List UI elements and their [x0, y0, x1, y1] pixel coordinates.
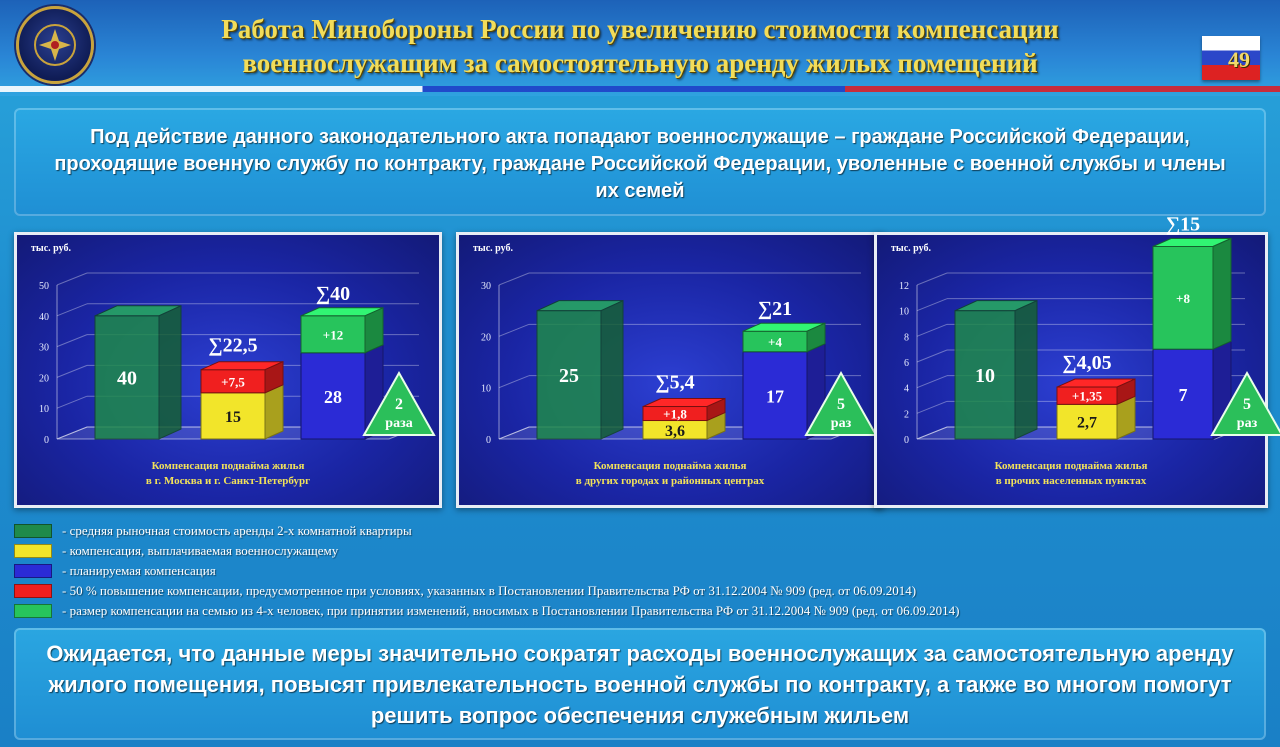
caption-line-1: Компенсация поднайма жилья — [994, 460, 1148, 472]
bar-planned-total-label: ∑40 — [315, 282, 351, 305]
legend — [14, 522, 1254, 622]
chart-panel-other-cities — [456, 232, 884, 508]
legend-text: - 50 % повышение компенсации, предусмотренное при условиях, указанных в Постановлении Правительства РФ от 31.12.2004 № 909 (ред. от 06.09.2014) — [62, 583, 917, 598]
caption-line-2: в прочих населенных пунктах — [995, 475, 1147, 487]
gridline-diag — [499, 273, 529, 285]
y-tick-label: 10 — [899, 306, 909, 318]
bar-compensation-label: 15 — [225, 408, 241, 426]
bar-family-label: +12 — [322, 327, 344, 343]
bar-increase-label: +7,5 — [221, 374, 245, 390]
gridline-diag — [917, 299, 947, 311]
legend-item — [14, 562, 1254, 580]
bar-compensation-side — [265, 385, 283, 439]
bar-compensation-label: 3,6 — [665, 422, 685, 440]
ratio-unit-label: раза — [385, 416, 413, 431]
y-tick-label: 20 — [39, 373, 49, 385]
conclusion-box — [14, 628, 1266, 740]
title-line-1: Работа Минобороны России по увеличению стоимости компенсации — [221, 14, 1059, 44]
y-tick-label: 40 — [39, 311, 49, 323]
caption-line-1: Компенсация поднайма жилья — [593, 460, 747, 472]
caption-line-2: в г. Москва и г. Санкт-Петербург — [145, 475, 311, 487]
legend-text: - компенсация, выплачиваемая военнослужащему — [62, 543, 339, 558]
bar-market-label: 25 — [559, 364, 579, 387]
bar-planned-label: 17 — [766, 386, 784, 407]
bar-planned-total-label: ∑21 — [757, 298, 793, 321]
bar-compensation-total-label: ∑5,4 — [655, 371, 695, 394]
gridline-diag — [57, 304, 87, 316]
legend-item — [14, 542, 1254, 560]
bar-family-label: +4 — [768, 334, 782, 350]
y-tick-label: 0 — [486, 435, 491, 446]
legend-swatch — [14, 604, 52, 618]
bar-planned-total-label: ∑15 — [1165, 213, 1201, 236]
bar-market-rent-side — [159, 306, 181, 439]
intro-text: Под действие данного законодательного акта попадают военнослужащие – граждане Российской Федерации, проходящие военную службу по контракту, граждане Российской Федерации, уволенные с военной службы и члены их семей — [54, 126, 1226, 202]
ratio-number-label: 5 — [837, 396, 845, 413]
caption-line-2: в других городах и районных центрах — [575, 475, 765, 487]
ratio-number-label: 2 — [395, 396, 403, 413]
legend-text: - размер компенсации на семью из 4-х человек, при принятии изменений, вносимых в Постановлении Правительства РФ от 31.12.2004 № 909 (ред. от 06.09.2014) — [62, 603, 960, 618]
chart-caption — [459, 459, 881, 489]
bar-market-rent — [95, 306, 181, 439]
bar-compensation-label: 2,7 — [1077, 414, 1097, 432]
legend-swatch — [14, 584, 52, 598]
intro-box — [14, 108, 1266, 216]
bar-market-label: 10 — [975, 364, 995, 387]
bar-increase-label: +1,35 — [1071, 388, 1103, 404]
y-tick-label: 4 — [904, 383, 909, 395]
bar-family — [743, 323, 825, 352]
slide-number: 49 — [1228, 47, 1250, 72]
legend-swatch — [14, 524, 52, 538]
gridline-diag — [917, 350, 947, 362]
bar-market-rent — [537, 301, 623, 439]
y-tick-label: 0 — [904, 435, 909, 446]
y-tick-label: 20 — [481, 332, 491, 344]
ratio-unit-label: раз — [830, 416, 852, 431]
gridline-diag — [499, 376, 529, 388]
bar-family-side — [1213, 239, 1231, 350]
legend-text: - планируемая компенсация — [62, 563, 216, 578]
bar-family-side — [365, 308, 383, 353]
legend-item — [14, 602, 1254, 620]
gridline-diag — [499, 324, 529, 336]
gridline-diag — [57, 335, 87, 347]
bar-planned-label: 7 — [1178, 385, 1188, 406]
gridline-diag — [917, 324, 947, 336]
bar-family — [1153, 239, 1231, 350]
y-tick-label: 10 — [39, 404, 49, 416]
bar-increase-label: +1,8 — [663, 406, 687, 422]
chart-unit-label: тыс. руб. — [473, 243, 513, 254]
page-title — [140, 12, 1140, 80]
bar-compensation-total-label: ∑4,05 — [1062, 352, 1112, 375]
y-tick-label: 6 — [904, 358, 909, 369]
chart-panel-other-settlements — [874, 213, 1268, 508]
title-line-2: военнослужащим за самостоятельную аренду жилых помещений — [242, 48, 1038, 78]
y-tick-label: 10 — [481, 383, 491, 395]
ratio-unit-label: раз — [1236, 416, 1258, 431]
conclusion-text: Ожидается, что данные меры значительно сократят расходы военнослужащих за самостоятельную аренду жилого помещения, повысят привлекательность военной службы по контракту, а также во многом помогут решить вопрос обеспечения служебным жильем — [46, 641, 1234, 728]
legend-text: - средняя рыночная стоимость аренды 2-х комнатной квартиры — [62, 523, 412, 538]
gridline-diag — [57, 396, 87, 408]
gridline-diag — [917, 376, 947, 388]
legend-swatch — [14, 564, 52, 578]
tricolor-stripe — [0, 86, 1280, 92]
chart-unit-label: тыс. руб. — [31, 243, 71, 254]
chart-panel-moscow — [14, 232, 442, 508]
chart-unit-label: тыс. руб. — [891, 243, 931, 254]
bar-market-label: 40 — [117, 367, 137, 390]
bar-market-rent-side — [1015, 301, 1037, 439]
legend-swatch — [14, 544, 52, 558]
bar-market-rent-side — [601, 301, 623, 439]
legend-item — [14, 522, 1254, 540]
y-tick-label: 30 — [481, 281, 491, 292]
bar-market-rent — [955, 301, 1037, 439]
y-tick-label: 8 — [904, 332, 909, 344]
y-tick-label: 50 — [39, 281, 49, 292]
gridline-diag — [57, 273, 87, 285]
bar-family-label: +8 — [1176, 290, 1190, 306]
gridline-diag — [917, 273, 947, 285]
gridline-diag — [57, 365, 87, 377]
gridline-diag — [917, 401, 947, 413]
y-tick-label: 30 — [39, 342, 49, 354]
y-tick-label: 0 — [44, 435, 49, 446]
chart-caption — [17, 459, 439, 489]
y-tick-label: 12 — [899, 281, 909, 292]
bar-planned-label: 28 — [324, 386, 342, 407]
chart-caption — [877, 459, 1265, 489]
caption-line-1: Компенсация поднайма жилья — [151, 460, 305, 472]
ministry-emblem-icon — [16, 6, 94, 84]
y-tick-label: 2 — [904, 409, 909, 421]
ratio-number-label: 5 — [1243, 396, 1251, 413]
bar-compensation-total-label: ∑22,5 — [208, 334, 258, 357]
legend-item — [14, 582, 1254, 600]
